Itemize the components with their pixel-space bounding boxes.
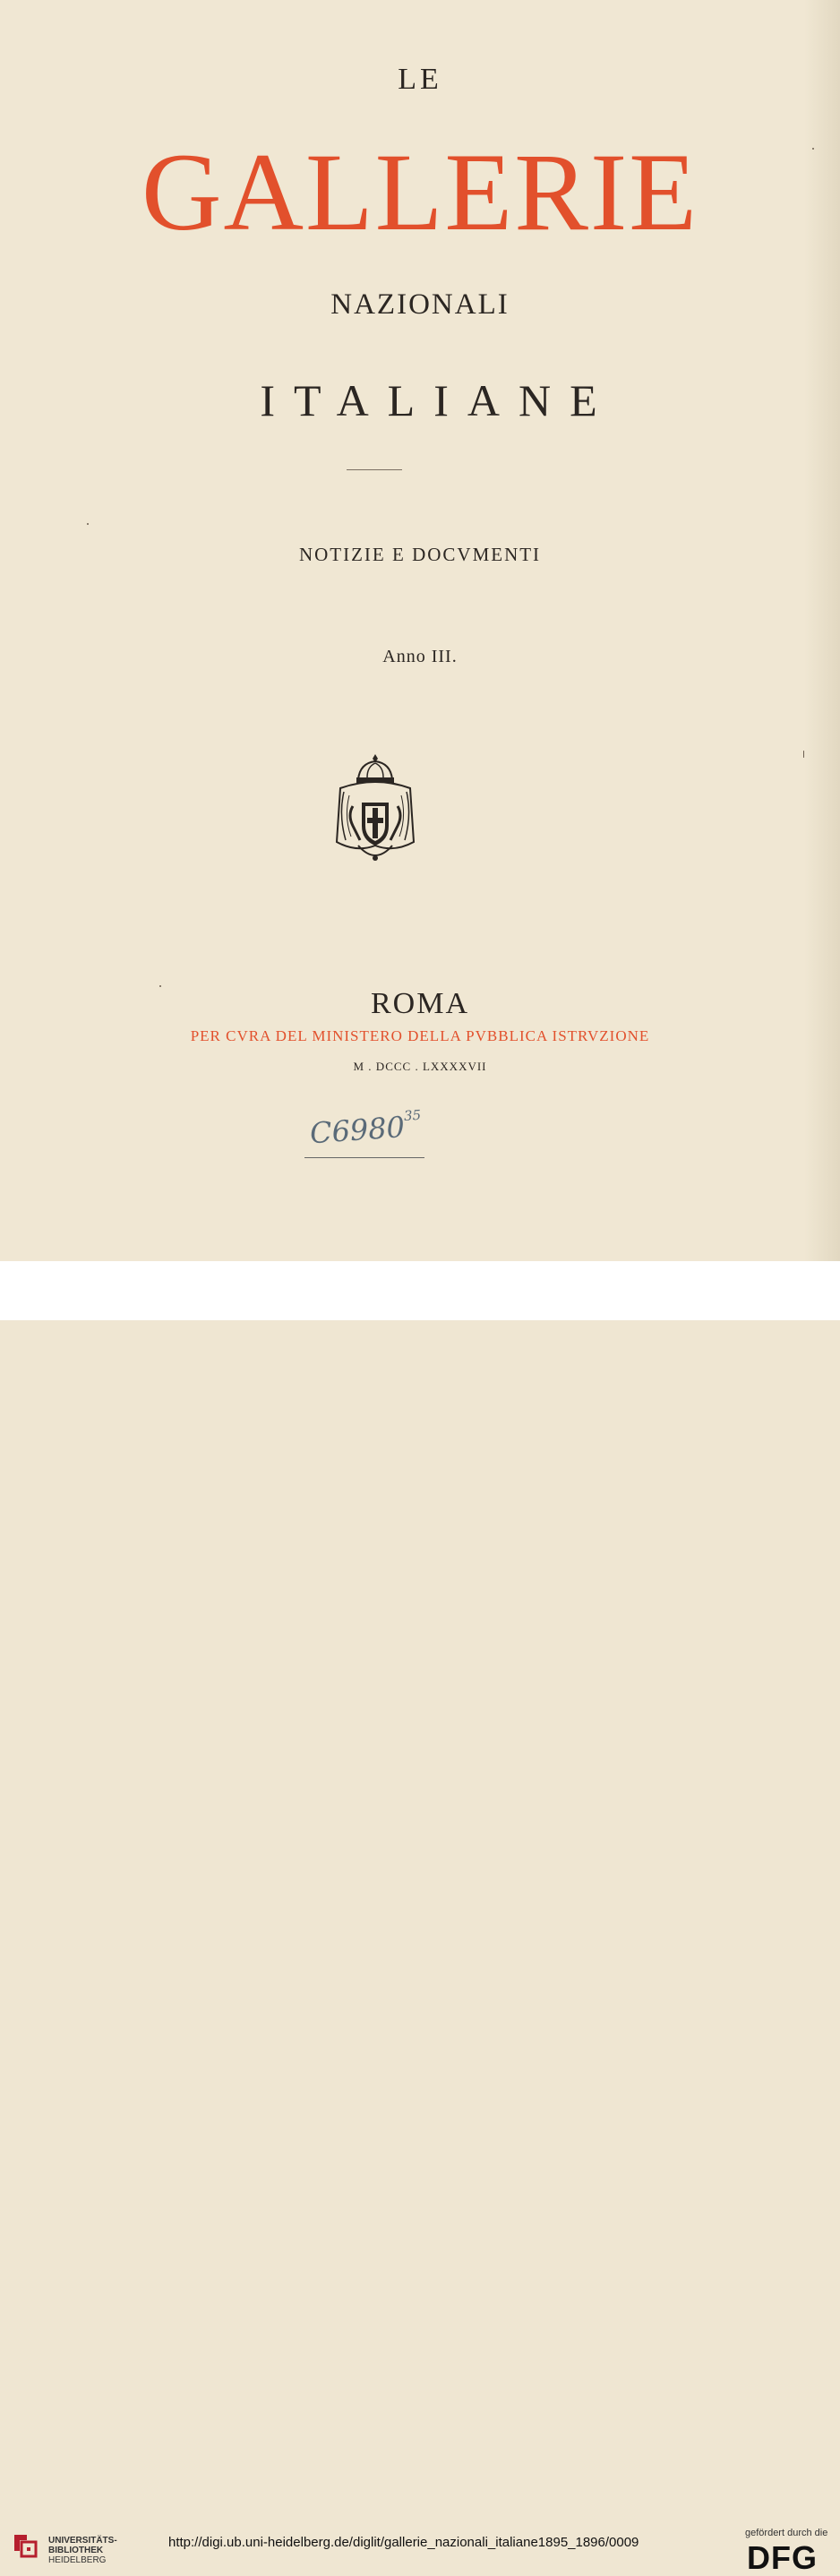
title-italiane: ITALIANE: [260, 375, 616, 425]
library-name-line3: HEIDELBERG: [48, 2555, 107, 2565]
dfg-logo: DFG: [747, 2539, 818, 2576]
digitization-footer: [0, 1261, 840, 2576]
divider-rule: [347, 469, 402, 470]
imprint-city: ROMA: [370, 987, 470, 1020]
library-name-line1: UNIVERSITÄTS-: [48, 2536, 117, 2546]
imprint-publisher: PER CVRA DEL MINISTERO DELLA PVBBLICA ISTRVZIONE: [190, 1027, 650, 1044]
subtitle: NOTIZIE E DOCVMENTI: [298, 544, 542, 565]
library-name: [48, 2536, 117, 2565]
paper-speck: [812, 148, 814, 150]
title-gallerie: GALLERIE: [141, 131, 699, 253]
funding-note: gefördert durch die: [745, 2528, 828, 2538]
shelfmark-underline: [304, 1157, 424, 1158]
shelfmark-main: C6980: [308, 1110, 407, 1151]
paper-speck: [803, 751, 804, 758]
permalink-url[interactable]: http://digi.ub.uni-heidelberg.de/diglit/gallerie_nazionali_italiane1895_1896/0009: [168, 2535, 639, 2550]
paper-speck: [159, 985, 161, 987]
title-le: LE: [398, 63, 442, 96]
volume-label: Anno III.: [382, 647, 458, 666]
royal-crest-icon: [331, 752, 419, 869]
title-page: [0, 0, 840, 1261]
library-logo-icon: [11, 2531, 39, 2560]
imprint-year: M . DCCC . LXXXXVII: [353, 1060, 487, 1073]
title-nazionali: NAZIONALI: [330, 288, 510, 321]
library-name-line2: BIBLIOTHEK: [48, 2546, 104, 2555]
paper-speck: [87, 523, 89, 525]
handwritten-shelfmark: [309, 1109, 423, 1151]
shelfmark-superscript: 35: [403, 1107, 422, 1125]
